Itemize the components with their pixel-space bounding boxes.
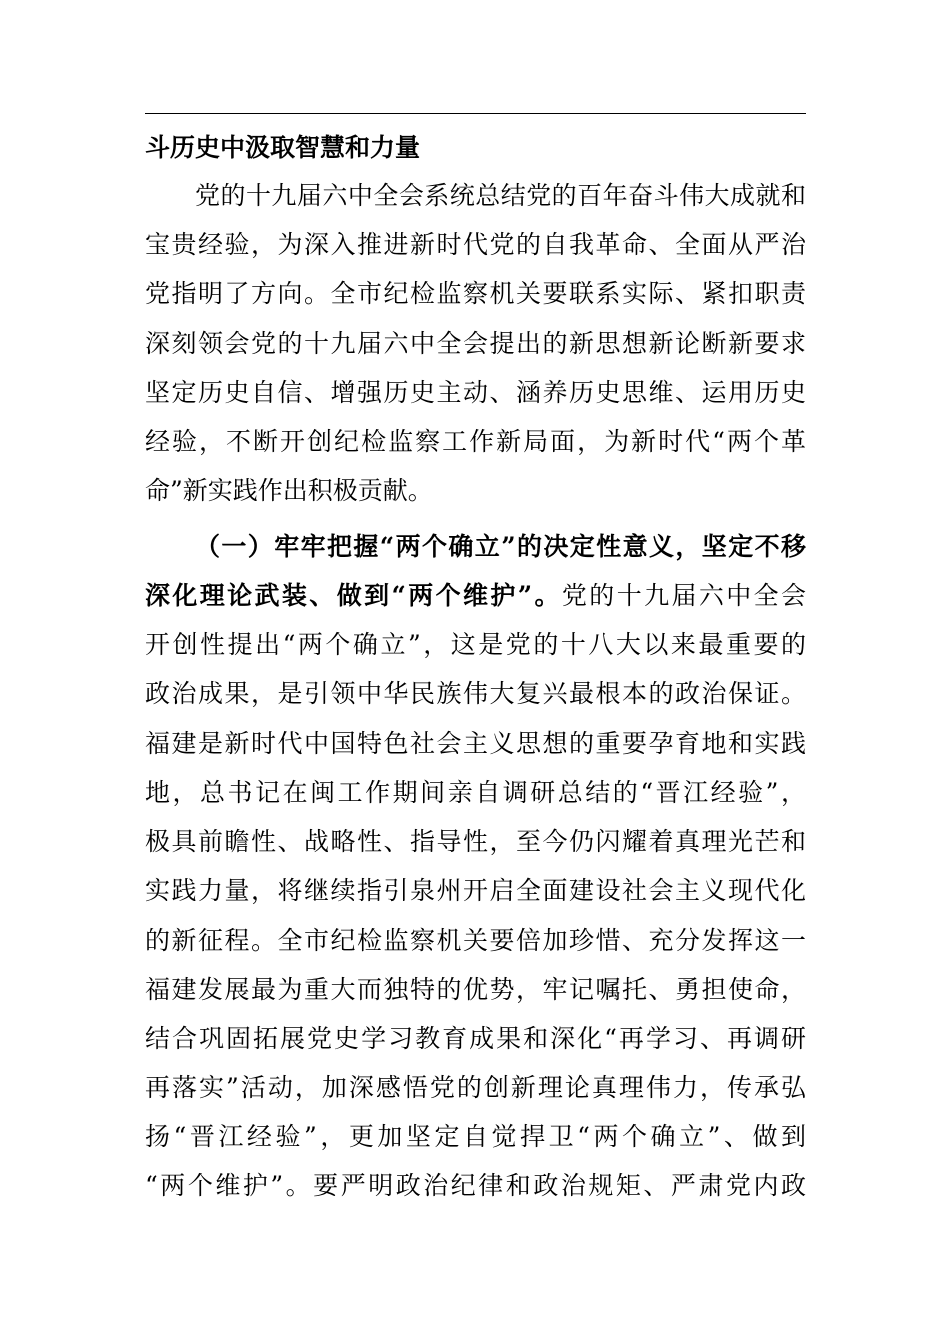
text-line [145, 724, 806, 764]
text-line [145, 527, 806, 567]
text-line [145, 176, 806, 216]
text-line [145, 970, 806, 1010]
text-segment: 福建发展最为重大而独特的优势，牢记嘱托、勇担使命， [145, 975, 806, 1004]
text-segment: 再落实”活动，加深感悟党的创新理论真理伟力，传承弘 [145, 1073, 806, 1102]
text-line [145, 871, 806, 911]
text-line [145, 1166, 806, 1206]
text-segment: 扬“晋江经验”，更加坚定自觉捍卫“两个确立”、做到 [145, 1122, 806, 1151]
text-segment: 实践力量，将继续指引泉州开启全面建设社会主义现代化 [145, 876, 806, 905]
text-segment: 党的十九届六中全会 [561, 581, 806, 610]
text-segment: 坚定历史自信、增强历史主动、涵养历史思维、运用历史 [145, 378, 806, 407]
text-line [145, 225, 806, 265]
text-line [145, 674, 806, 714]
text-segment: 极具前瞻性、战略性、指导性，至今仍闪耀着真理光芒和 [145, 827, 806, 856]
text-segment: 政治成果，是引领中华民族伟大复兴最根本的政治保证。 [145, 679, 806, 708]
text-line [145, 274, 806, 314]
text-line [145, 576, 806, 616]
text-segment: 经验，不断开创纪检监察工作新局面，为新时代“两个革 [145, 427, 806, 456]
text-line [145, 921, 806, 961]
text-segment: 命”新实践作出积极贡献。 [145, 476, 433, 505]
bold-text-segment: 斗历史中汲取智慧和力量 [145, 133, 421, 162]
text-line [145, 471, 806, 511]
text-segment: 地，总书记在闽工作期间亲自调研总结的“晋江经验”， [145, 778, 806, 807]
text-line [145, 1117, 806, 1157]
text-segment: 的新征程。全市纪检监察机关要倍加珍惜、充分发挥这一 [145, 926, 806, 955]
text-line [145, 1068, 806, 1108]
text-segment: 宝贵经验，为深入推进新时代党的自我革命、全面从严治 [145, 230, 806, 259]
text-line [145, 324, 806, 364]
text-line [145, 625, 806, 665]
text-segment: “两个维护”。要严明政治纪律和政治规矩、严肃党内政 [145, 1171, 806, 1200]
text-line [145, 373, 806, 413]
text-segment: 党的十九届六中全会系统总结党的百年奋斗伟大成就和 [195, 181, 806, 210]
text-segment: 党指明了方向。全市纪检监察机关要联系实际、紧扣职责 [145, 279, 806, 308]
text-line [145, 422, 806, 462]
bold-text-segment: （一）牢牢把握“两个确立”的决定性意义，坚定不移 [195, 532, 806, 561]
text-segment: 深刻领会党的十九届六中全会提出的新思想新论断新要求 [145, 329, 806, 358]
text-line [145, 1019, 806, 1059]
text-line [145, 822, 806, 862]
text-segment: 开创性提出“两个确立”，这是党的十八大以来最重要的 [145, 630, 806, 659]
text-segment: 结合巩固拓展党史学习教育成果和深化“再学习、再调研 [145, 1024, 806, 1053]
text-segment: 福建是新时代中国特色社会主义思想的重要孕育地和实践 [145, 729, 806, 758]
bold-text-segment: 深化理论武装、做到“两个维护”。 [145, 581, 562, 610]
text-line [145, 128, 806, 168]
header-rule [145, 113, 806, 114]
text-line [145, 773, 806, 813]
